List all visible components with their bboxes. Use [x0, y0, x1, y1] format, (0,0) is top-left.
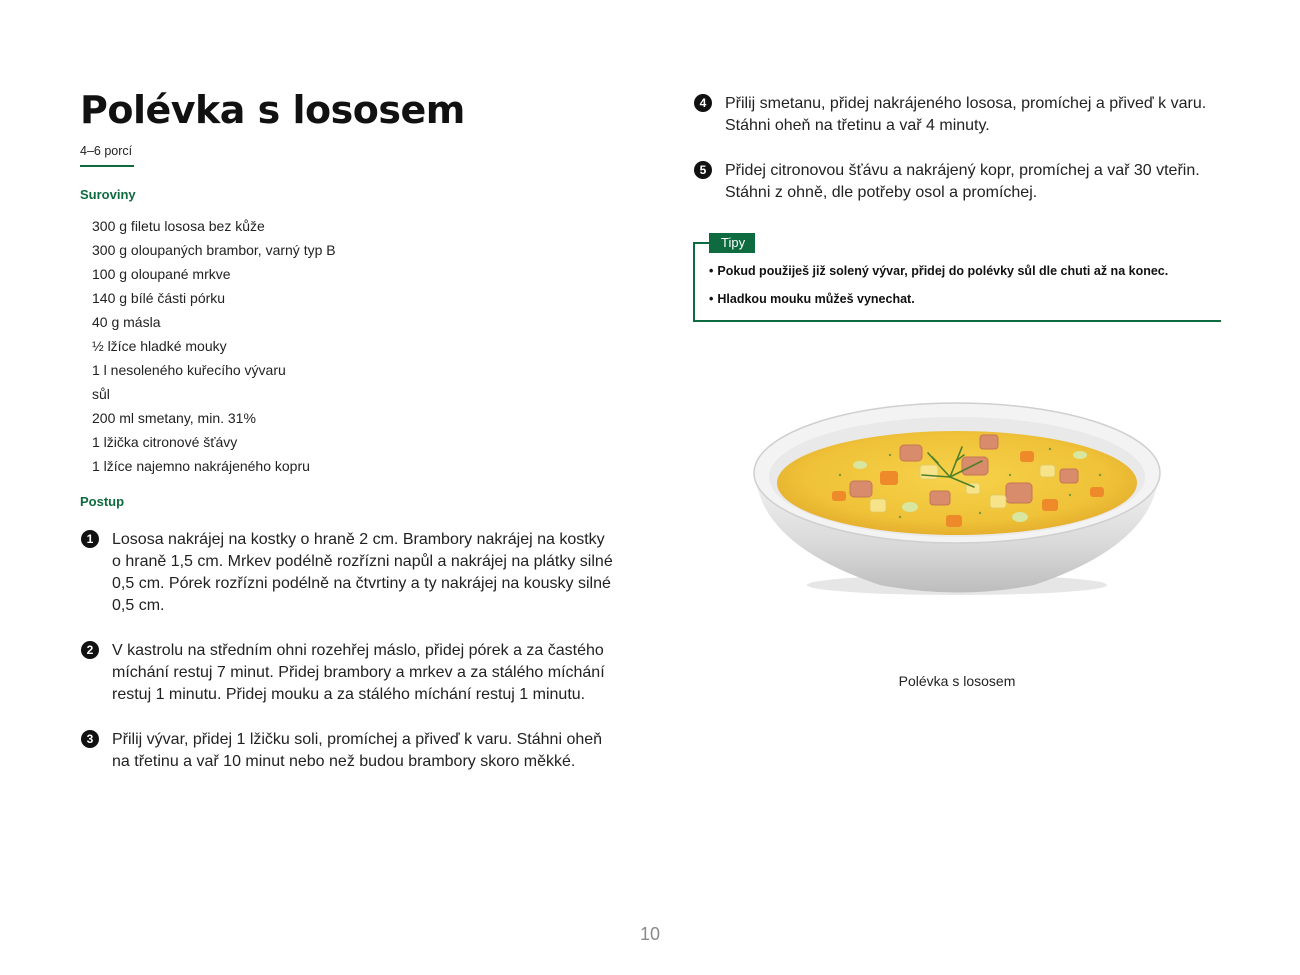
step-line: restuj 1 minutu. Přidej mouku a za stálého míchání restuj 1 minutu.: [112, 686, 586, 703]
ingredient-item: sůl: [92, 386, 110, 402]
step-line: na třetinu a vař 10 minut nebo než budou brambory skoro měkké.: [112, 753, 576, 770]
step-number-badge: 1: [81, 530, 99, 548]
step-2: [81, 640, 605, 706]
step-text: [112, 729, 602, 773]
step-line: Lososa nakrájej na kostky o hraně 2 cm. Brambory nakrájej na kostky: [112, 531, 605, 548]
tip-item: • Hladkou mouku můžeš vynechat.: [709, 290, 1168, 318]
step-line: Přilij vývar, přidej 1 lžičku soli, promíchej a přiveď k varu. Stáhni oheň: [112, 731, 603, 748]
tip-item: • Pokud použiješ již solený vývar, přidej do polévky sůl dle chuti až na konec.: [709, 262, 1168, 290]
step-line: 0,5 cm. Pórek rozřízni podélně na čtvrtiny a ty nakrájej na kousky silné: [112, 575, 611, 592]
page-number: 10: [639, 924, 661, 944]
step-line: Přilij smetanu, přidej nakrájeného lososa, promíchej a přiveď k varu.: [725, 95, 1207, 112]
step-line: o hraně 1,5 cm. Mrkev podélně rozřízni napůl a nakrájej na plátky silné: [112, 553, 613, 570]
soup-bowl-photo: [750, 395, 1164, 600]
ingredient-item: 1 lžíce najemno nakrájeného kopru: [92, 458, 310, 474]
step-number-badge: 5: [694, 161, 712, 179]
ingredient-item: 300 g filetu lososa bez kůže: [92, 218, 265, 234]
ingredient-item: 1 l nesoleného kuřecího vývaru: [92, 362, 286, 378]
tips-label: Tipy: [709, 233, 755, 253]
step-line: Stáhni z ohně, dle potřeby osol a promíchej.: [725, 184, 1038, 201]
ingredients-list: [92, 214, 336, 478]
tips-list: [709, 262, 1168, 318]
ingredient-item: ½ lžíce hladké mouky: [92, 338, 227, 354]
step-text: [112, 640, 605, 706]
step-3: [81, 729, 602, 773]
ingredient-item: 140 g bílé části pórku: [92, 290, 226, 306]
ingredient-item: 300 g oloupaných brambor, varný typ B: [92, 242, 336, 258]
ingredient-item: 100 g oloupané mrkve: [92, 266, 231, 282]
step-number-badge: 4: [694, 94, 712, 112]
step-5: [694, 160, 1200, 204]
step-number-badge: 2: [81, 641, 99, 659]
ingredient-item: 40 g másla: [92, 314, 161, 330]
step-1: [81, 529, 613, 617]
ingredient-item: 1 lžička citronové šťávy: [92, 434, 238, 450]
step-line: 0,5 cm.: [112, 597, 165, 614]
recipe-title: Polévka s lososem: [80, 88, 465, 132]
step-text: [112, 529, 613, 617]
step-4: [694, 93, 1206, 137]
step-line: V kastrolu na středním ohni rozehřej máslo, přidej pórek a za častého: [112, 642, 604, 659]
tips-box: [693, 235, 1221, 322]
method-heading: Postup: [80, 494, 125, 509]
ingredient-item: 200 ml smetany, min. 31%: [92, 410, 256, 426]
step-line: Stáhni oheň na třetinu a vař 4 minuty.: [725, 117, 990, 134]
photo-caption: Polévka s lososem: [898, 673, 1016, 689]
step-text: [725, 160, 1200, 204]
step-line: míchání restuj 7 minut. Přidej brambory a mrkev a za stálého míchání: [112, 664, 605, 681]
step-line: Přidej citronovou šťávu a nakrájený kopr, promíchej a vař 30 vteřin.: [725, 162, 1200, 179]
ingredients-heading: Suroviny: [80, 187, 136, 202]
step-text: [725, 93, 1206, 137]
step-number-badge: 3: [81, 730, 99, 748]
servings-label: 4–6 porcí: [80, 144, 133, 158]
servings-underline: [80, 165, 134, 167]
